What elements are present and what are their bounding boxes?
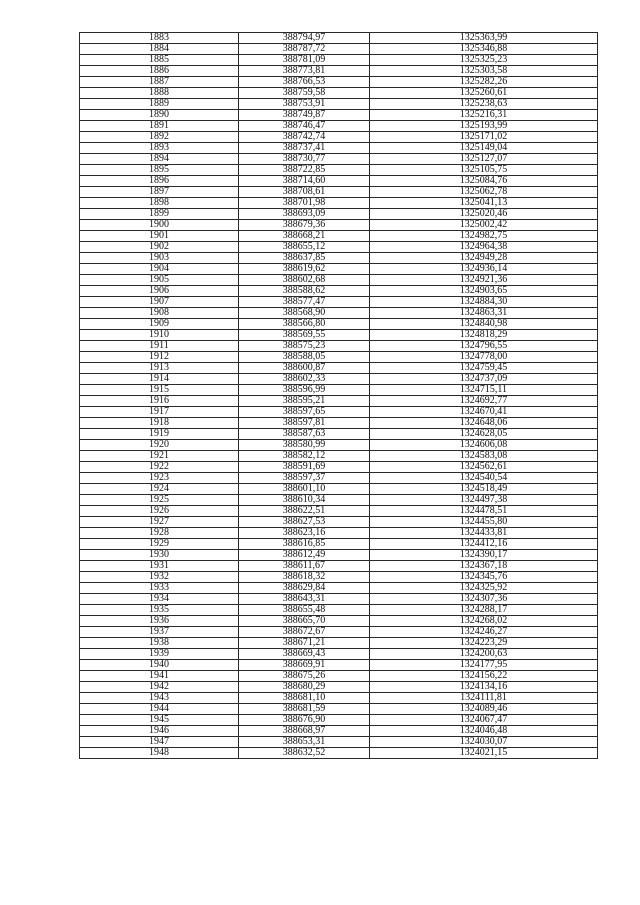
table-row — [80, 440, 598, 451]
table-row — [80, 319, 598, 330]
x-coordinate-cell: 388597,37 — [239, 473, 370, 484]
y-coordinate-cell: 1324268,02 — [370, 616, 598, 627]
table-row — [80, 693, 598, 704]
table-row — [80, 407, 598, 418]
point-number-cell: 1940 — [80, 660, 239, 671]
y-coordinate-cell: 1324021,15 — [370, 748, 598, 759]
x-coordinate-cell: 388746,47 — [239, 121, 370, 132]
x-coordinate-cell: 388680,29 — [239, 682, 370, 693]
y-coordinate-cell: 1324246,27 — [370, 627, 598, 638]
table-row — [80, 242, 598, 253]
point-number-cell: 1917 — [80, 407, 239, 418]
x-coordinate-cell: 388759,58 — [239, 88, 370, 99]
point-number-cell: 1913 — [80, 363, 239, 374]
y-coordinate-cell: 1324518,49 — [370, 484, 598, 495]
table-row — [80, 627, 598, 638]
x-coordinate-cell: 388591,69 — [239, 462, 370, 473]
table-row — [80, 165, 598, 176]
point-number-cell: 1893 — [80, 143, 239, 154]
y-coordinate-cell: 1325325,23 — [370, 55, 598, 66]
x-coordinate-cell: 388668,97 — [239, 726, 370, 737]
point-number-cell: 1908 — [80, 308, 239, 319]
x-coordinate-cell: 388612,49 — [239, 550, 370, 561]
y-coordinate-cell: 1324412,16 — [370, 539, 598, 550]
x-coordinate-cell: 388722,85 — [239, 165, 370, 176]
x-coordinate-cell: 388655,48 — [239, 605, 370, 616]
point-number-cell: 1932 — [80, 572, 239, 583]
table-row — [80, 308, 598, 319]
table-row — [80, 539, 598, 550]
point-number-cell: 1928 — [80, 528, 239, 539]
x-coordinate-cell: 388669,43 — [239, 649, 370, 660]
point-number-cell: 1946 — [80, 726, 239, 737]
point-number-cell: 1904 — [80, 264, 239, 275]
table-row — [80, 209, 598, 220]
point-number-cell: 1912 — [80, 352, 239, 363]
table-row — [80, 33, 598, 44]
point-number-cell: 1923 — [80, 473, 239, 484]
point-number-cell: 1931 — [80, 561, 239, 572]
table-row — [80, 649, 598, 660]
table-row — [80, 528, 598, 539]
x-coordinate-cell: 388595,21 — [239, 396, 370, 407]
y-coordinate-cell: 1325149,04 — [370, 143, 598, 154]
point-number-cell: 1926 — [80, 506, 239, 517]
point-number-cell: 1947 — [80, 737, 239, 748]
table-row — [80, 682, 598, 693]
y-coordinate-cell: 1324433,81 — [370, 528, 598, 539]
x-coordinate-cell: 388708,61 — [239, 187, 370, 198]
point-number-cell: 1899 — [80, 209, 239, 220]
point-number-cell: 1888 — [80, 88, 239, 99]
x-coordinate-cell: 388737,41 — [239, 143, 370, 154]
x-coordinate-cell: 388587,63 — [239, 429, 370, 440]
y-coordinate-cell: 1325002,42 — [370, 220, 598, 231]
y-coordinate-cell: 1325127,07 — [370, 154, 598, 165]
y-coordinate-cell: 1324478,51 — [370, 506, 598, 517]
table-row — [80, 143, 598, 154]
y-coordinate-cell: 1324067,47 — [370, 715, 598, 726]
point-number-cell: 1920 — [80, 440, 239, 451]
y-coordinate-cell: 1324134,16 — [370, 682, 598, 693]
point-number-cell: 1892 — [80, 132, 239, 143]
table-row — [80, 176, 598, 187]
table-row — [80, 594, 598, 605]
table-row — [80, 385, 598, 396]
y-coordinate-cell: 1324089,46 — [370, 704, 598, 715]
point-number-cell: 1915 — [80, 385, 239, 396]
point-number-cell: 1885 — [80, 55, 239, 66]
x-coordinate-cell: 388637,85 — [239, 253, 370, 264]
point-number-cell: 1937 — [80, 627, 239, 638]
table-row — [80, 473, 598, 484]
x-coordinate-cell: 388679,36 — [239, 220, 370, 231]
y-coordinate-cell: 1324796,55 — [370, 341, 598, 352]
table-row — [80, 99, 598, 110]
x-coordinate-cell: 388655,12 — [239, 242, 370, 253]
table-row — [80, 451, 598, 462]
x-coordinate-cell: 388611,67 — [239, 561, 370, 572]
x-coordinate-cell: 388676,90 — [239, 715, 370, 726]
point-number-cell: 1919 — [80, 429, 239, 440]
y-coordinate-cell: 1324778,00 — [370, 352, 598, 363]
x-coordinate-cell: 388653,31 — [239, 737, 370, 748]
point-number-cell: 1914 — [80, 374, 239, 385]
table-row — [80, 220, 598, 231]
table-row — [80, 737, 598, 748]
table-row — [80, 253, 598, 264]
table-row — [80, 715, 598, 726]
table-row — [80, 330, 598, 341]
x-coordinate-cell: 388669,91 — [239, 660, 370, 671]
document-page — [79, 32, 597, 759]
point-number-cell: 1894 — [80, 154, 239, 165]
y-coordinate-cell: 1325346,88 — [370, 44, 598, 55]
y-coordinate-cell: 1324223,29 — [370, 638, 598, 649]
x-coordinate-cell: 388672,67 — [239, 627, 370, 638]
y-coordinate-cell: 1324648,06 — [370, 418, 598, 429]
x-coordinate-cell: 388596,99 — [239, 385, 370, 396]
point-number-cell: 1905 — [80, 275, 239, 286]
x-coordinate-cell: 388627,53 — [239, 517, 370, 528]
x-coordinate-cell: 388675,26 — [239, 671, 370, 682]
y-coordinate-cell: 1324670,41 — [370, 407, 598, 418]
point-number-cell: 1941 — [80, 671, 239, 682]
point-number-cell: 1891 — [80, 121, 239, 132]
point-number-cell: 1924 — [80, 484, 239, 495]
table-row — [80, 495, 598, 506]
table-row — [80, 198, 598, 209]
coordinates-table — [79, 32, 598, 759]
point-number-cell: 1938 — [80, 638, 239, 649]
x-coordinate-cell: 388588,62 — [239, 286, 370, 297]
y-coordinate-cell: 1324046,48 — [370, 726, 598, 737]
point-number-cell: 1945 — [80, 715, 239, 726]
point-number-cell: 1918 — [80, 418, 239, 429]
table-row — [80, 297, 598, 308]
table-row — [80, 44, 598, 55]
y-coordinate-cell: 1324540,54 — [370, 473, 598, 484]
y-coordinate-cell: 1324884,30 — [370, 297, 598, 308]
x-coordinate-cell: 388588,05 — [239, 352, 370, 363]
y-coordinate-cell: 1324390,17 — [370, 550, 598, 561]
table-row — [80, 231, 598, 242]
x-coordinate-cell: 388575,23 — [239, 341, 370, 352]
x-coordinate-cell: 388569,55 — [239, 330, 370, 341]
y-coordinate-cell: 1324156,22 — [370, 671, 598, 682]
table-row — [80, 110, 598, 121]
table-row — [80, 484, 598, 495]
point-number-cell: 1906 — [80, 286, 239, 297]
x-coordinate-cell: 388681,59 — [239, 704, 370, 715]
x-coordinate-cell: 388619,62 — [239, 264, 370, 275]
point-number-cell: 1903 — [80, 253, 239, 264]
x-coordinate-cell: 388693,09 — [239, 209, 370, 220]
point-number-cell: 1936 — [80, 616, 239, 627]
x-coordinate-cell: 388577,47 — [239, 297, 370, 308]
x-coordinate-cell: 388671,21 — [239, 638, 370, 649]
table-row — [80, 572, 598, 583]
table-row — [80, 726, 598, 737]
x-coordinate-cell: 388602,68 — [239, 275, 370, 286]
table-row — [80, 88, 598, 99]
point-number-cell: 1909 — [80, 319, 239, 330]
table-row — [80, 66, 598, 77]
x-coordinate-cell: 388566,80 — [239, 319, 370, 330]
y-coordinate-cell: 1324606,08 — [370, 440, 598, 451]
point-number-cell: 1895 — [80, 165, 239, 176]
y-coordinate-cell: 1325363,99 — [370, 33, 598, 44]
point-number-cell: 1942 — [80, 682, 239, 693]
y-coordinate-cell: 1324715,11 — [370, 385, 598, 396]
x-coordinate-cell: 388601,10 — [239, 484, 370, 495]
point-number-cell: 1933 — [80, 583, 239, 594]
point-number-cell: 1935 — [80, 605, 239, 616]
table-row — [80, 286, 598, 297]
y-coordinate-cell: 1324818,29 — [370, 330, 598, 341]
point-number-cell: 1925 — [80, 495, 239, 506]
y-coordinate-cell: 1324367,18 — [370, 561, 598, 572]
y-coordinate-cell: 1324288,17 — [370, 605, 598, 616]
point-number-cell: 1934 — [80, 594, 239, 605]
table-row — [80, 341, 598, 352]
point-number-cell: 1930 — [80, 550, 239, 561]
y-coordinate-cell: 1325282,26 — [370, 77, 598, 88]
y-coordinate-cell: 1325041,13 — [370, 198, 598, 209]
table-row — [80, 363, 598, 374]
table-row — [80, 704, 598, 715]
x-coordinate-cell: 388753,91 — [239, 99, 370, 110]
x-coordinate-cell: 388665,70 — [239, 616, 370, 627]
table-row — [80, 605, 598, 616]
y-coordinate-cell: 1324177,95 — [370, 660, 598, 671]
y-coordinate-cell: 1324562,61 — [370, 462, 598, 473]
table-row — [80, 418, 598, 429]
y-coordinate-cell: 1324759,45 — [370, 363, 598, 374]
y-coordinate-cell: 1325303,58 — [370, 66, 598, 77]
table-row — [80, 264, 598, 275]
y-coordinate-cell: 1324949,28 — [370, 253, 598, 264]
x-coordinate-cell: 388602,33 — [239, 374, 370, 385]
point-number-cell: 1897 — [80, 187, 239, 198]
y-coordinate-cell: 1324863,31 — [370, 308, 598, 319]
x-coordinate-cell: 388668,21 — [239, 231, 370, 242]
point-number-cell: 1896 — [80, 176, 239, 187]
point-number-cell: 1910 — [80, 330, 239, 341]
point-number-cell: 1921 — [80, 451, 239, 462]
table-row — [80, 55, 598, 66]
point-number-cell: 1907 — [80, 297, 239, 308]
y-coordinate-cell: 1325105,75 — [370, 165, 598, 176]
table-row — [80, 506, 598, 517]
table-row — [80, 396, 598, 407]
y-coordinate-cell: 1325062,78 — [370, 187, 598, 198]
y-coordinate-cell: 1324307,36 — [370, 594, 598, 605]
x-coordinate-cell: 388773,81 — [239, 66, 370, 77]
table-row — [80, 121, 598, 132]
table-row — [80, 275, 598, 286]
y-coordinate-cell: 1324692,77 — [370, 396, 598, 407]
point-number-cell: 1948 — [80, 748, 239, 759]
point-number-cell: 1898 — [80, 198, 239, 209]
y-coordinate-cell: 1324497,38 — [370, 495, 598, 506]
y-coordinate-cell: 1324921,36 — [370, 275, 598, 286]
y-coordinate-cell: 1324200,63 — [370, 649, 598, 660]
table-row — [80, 429, 598, 440]
y-coordinate-cell: 1325238,63 — [370, 99, 598, 110]
x-coordinate-cell: 388794,97 — [239, 33, 370, 44]
x-coordinate-cell: 388600,87 — [239, 363, 370, 374]
y-coordinate-cell: 1325020,46 — [370, 209, 598, 220]
x-coordinate-cell: 388597,65 — [239, 407, 370, 418]
y-coordinate-cell: 1324628,05 — [370, 429, 598, 440]
x-coordinate-cell: 388622,51 — [239, 506, 370, 517]
table-row — [80, 660, 598, 671]
y-coordinate-cell: 1324325,92 — [370, 583, 598, 594]
table-row — [80, 352, 598, 363]
point-number-cell: 1911 — [80, 341, 239, 352]
x-coordinate-cell: 388597,81 — [239, 418, 370, 429]
point-number-cell: 1939 — [80, 649, 239, 660]
x-coordinate-cell: 388681,10 — [239, 693, 370, 704]
coordinates-table-body — [80, 33, 598, 759]
table-row — [80, 583, 598, 594]
y-coordinate-cell: 1324345,76 — [370, 572, 598, 583]
y-coordinate-cell: 1324455,80 — [370, 517, 598, 528]
table-row — [80, 616, 598, 627]
x-coordinate-cell: 388766,53 — [239, 77, 370, 88]
point-number-cell: 1887 — [80, 77, 239, 88]
y-coordinate-cell: 1324737,09 — [370, 374, 598, 385]
x-coordinate-cell: 388787,72 — [239, 44, 370, 55]
x-coordinate-cell: 388616,85 — [239, 539, 370, 550]
x-coordinate-cell: 388730,77 — [239, 154, 370, 165]
y-coordinate-cell: 1324936,14 — [370, 264, 598, 275]
y-coordinate-cell: 1324583,08 — [370, 451, 598, 462]
table-row — [80, 132, 598, 143]
point-number-cell: 1884 — [80, 44, 239, 55]
point-number-cell: 1883 — [80, 33, 239, 44]
point-number-cell: 1902 — [80, 242, 239, 253]
table-row — [80, 748, 598, 759]
x-coordinate-cell: 388781,09 — [239, 55, 370, 66]
x-coordinate-cell: 388643,31 — [239, 594, 370, 605]
point-number-cell: 1929 — [80, 539, 239, 550]
table-row — [80, 77, 598, 88]
table-row — [80, 462, 598, 473]
table-row — [80, 671, 598, 682]
point-number-cell: 1922 — [80, 462, 239, 473]
x-coordinate-cell: 388582,12 — [239, 451, 370, 462]
y-coordinate-cell: 1325260,61 — [370, 88, 598, 99]
table-row — [80, 374, 598, 385]
x-coordinate-cell: 388714,60 — [239, 176, 370, 187]
y-coordinate-cell: 1325216,31 — [370, 110, 598, 121]
y-coordinate-cell: 1324111,81 — [370, 693, 598, 704]
x-coordinate-cell: 388632,52 — [239, 748, 370, 759]
point-number-cell: 1916 — [80, 396, 239, 407]
y-coordinate-cell: 1324964,38 — [370, 242, 598, 253]
table-row — [80, 187, 598, 198]
x-coordinate-cell: 388629,84 — [239, 583, 370, 594]
x-coordinate-cell: 388568,90 — [239, 308, 370, 319]
y-coordinate-cell: 1324030,07 — [370, 737, 598, 748]
x-coordinate-cell: 388580,99 — [239, 440, 370, 451]
y-coordinate-cell: 1324903,65 — [370, 286, 598, 297]
point-number-cell: 1889 — [80, 99, 239, 110]
point-number-cell: 1886 — [80, 66, 239, 77]
point-number-cell: 1890 — [80, 110, 239, 121]
point-number-cell: 1900 — [80, 220, 239, 231]
point-number-cell: 1944 — [80, 704, 239, 715]
y-coordinate-cell: 1325171,02 — [370, 132, 598, 143]
x-coordinate-cell: 388749,87 — [239, 110, 370, 121]
table-row — [80, 154, 598, 165]
y-coordinate-cell: 1325193,99 — [370, 121, 598, 132]
x-coordinate-cell: 388618,32 — [239, 572, 370, 583]
point-number-cell: 1927 — [80, 517, 239, 528]
y-coordinate-cell: 1325084,76 — [370, 176, 598, 187]
x-coordinate-cell: 388610,34 — [239, 495, 370, 506]
point-number-cell: 1943 — [80, 693, 239, 704]
y-coordinate-cell: 1324840,98 — [370, 319, 598, 330]
table-row — [80, 561, 598, 572]
table-row — [80, 517, 598, 528]
x-coordinate-cell: 388701,98 — [239, 198, 370, 209]
y-coordinate-cell: 1324982,75 — [370, 231, 598, 242]
table-row — [80, 638, 598, 649]
x-coordinate-cell: 388623,16 — [239, 528, 370, 539]
point-number-cell: 1901 — [80, 231, 239, 242]
table-row — [80, 550, 598, 561]
x-coordinate-cell: 388742,74 — [239, 132, 370, 143]
